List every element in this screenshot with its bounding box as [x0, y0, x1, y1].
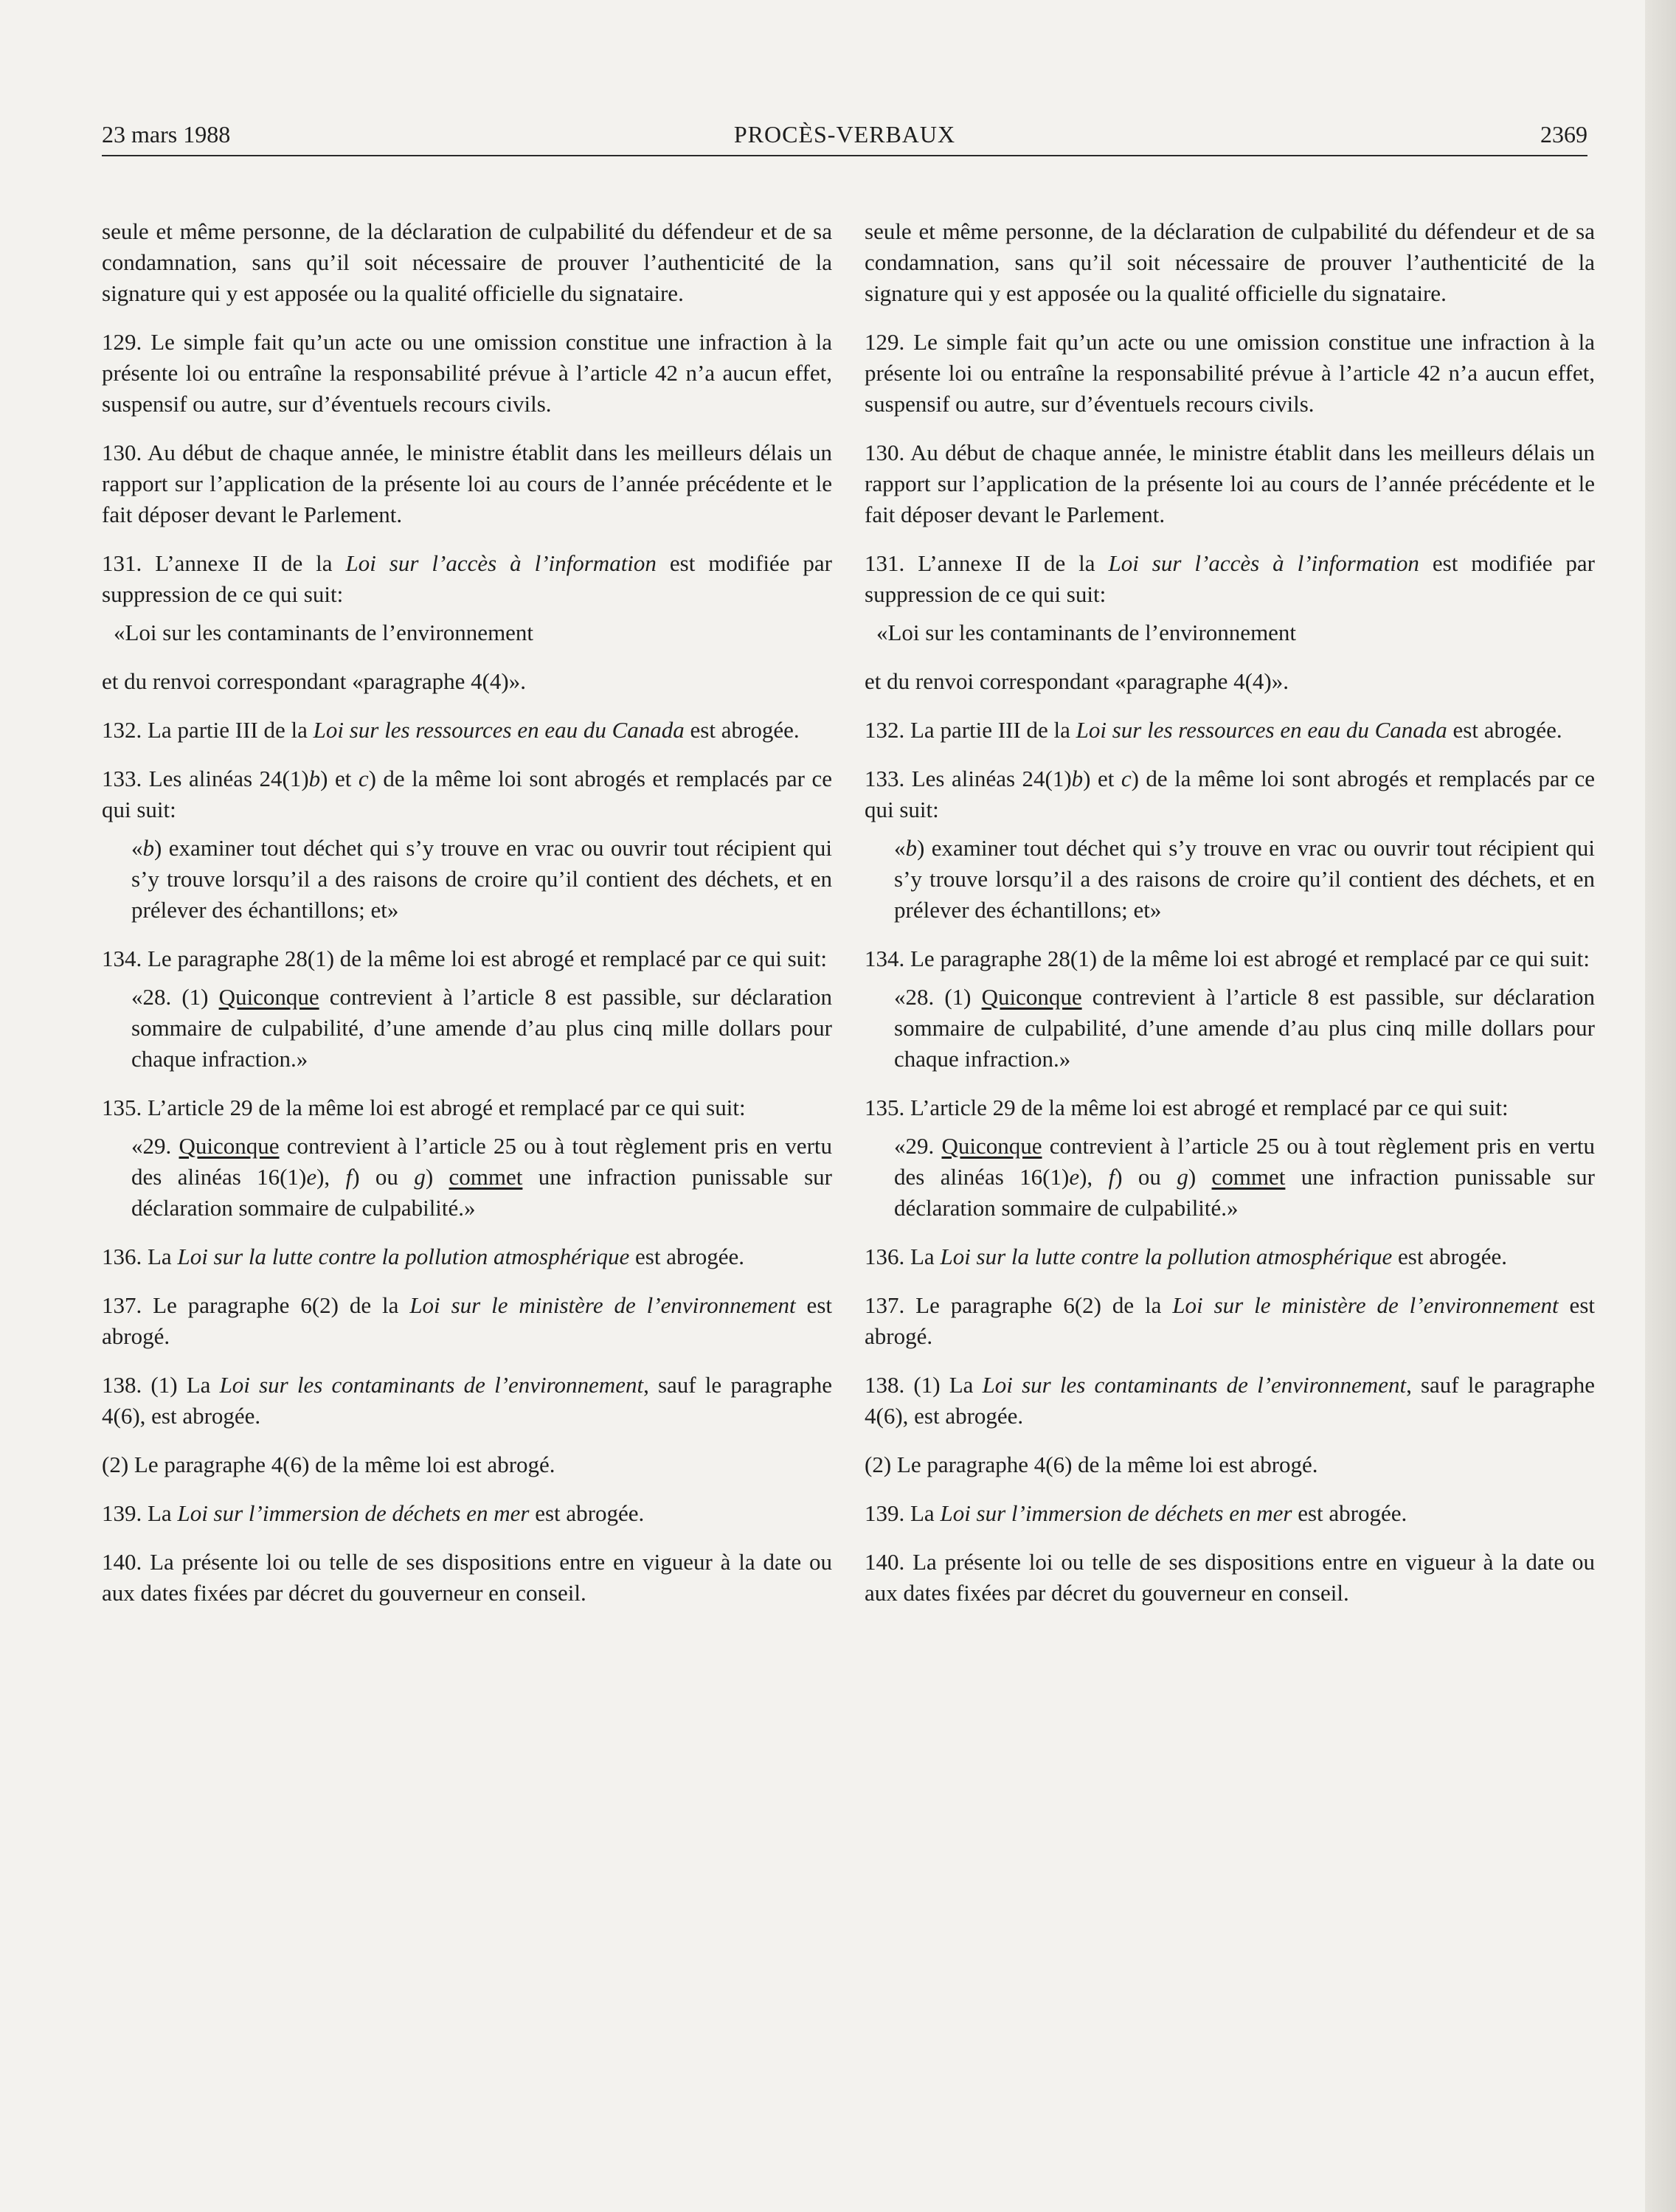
- text-run: , sauf le paragraphe 4(6), est abrogée.: [865, 1372, 1595, 1429]
- article-133: [865, 763, 1595, 825]
- text-run: ) ou: [352, 1164, 415, 1190]
- text-run: contrevient à l’article 25 ou à tout règlement pris en vertu des alinéas 16(1): [131, 1133, 833, 1190]
- article-138-1: [865, 1370, 1595, 1432]
- text-run: ) examiner tout déchet qui s’y trouve en vrac ou ouvrir tout récipient qui s’y trouve lorsqu’il a des raisons de croire qu’il contient des déchets, et en prélever des échantillons; et»: [894, 835, 1595, 923]
- text-run: Quiconque: [941, 1133, 1042, 1159]
- text-run: 138. (1) La: [865, 1372, 983, 1398]
- text-run: ) et: [320, 766, 359, 791]
- text-run: une infraction punissable sur déclaration sommaire de culpabilité.»: [131, 1164, 832, 1221]
- text-run: 132. La partie III de la: [865, 717, 1076, 743]
- text-run: commet: [449, 1164, 523, 1190]
- text-run: (2) Le paragraphe 4(6) de la même loi est abrogé.: [102, 1452, 555, 1477]
- article-134-amendment: [102, 982, 832, 1075]
- text-run: 137. Le paragraphe 6(2) de la: [865, 1292, 1173, 1318]
- text-run: 135. L’article 29 de la même loi est abrogé et remplacé par ce qui suit:: [102, 1095, 746, 1120]
- text-run: est abrogée.: [1292, 1500, 1407, 1526]
- text-run: «: [131, 835, 143, 861]
- header-page-number: 2369: [1540, 121, 1587, 148]
- text-run: c: [358, 766, 369, 791]
- paragraph-continuation: [102, 216, 832, 309]
- text-run: Loi sur les contaminants de l’environnement: [219, 1372, 644, 1398]
- text-run: g: [1177, 1164, 1188, 1190]
- article-134: [102, 943, 832, 974]
- text-run: est abrogée.: [629, 1244, 745, 1269]
- text-run: ),: [316, 1164, 346, 1190]
- article-138-2: [865, 1449, 1595, 1480]
- article-139: [865, 1498, 1595, 1529]
- text-run: 140. La présente loi ou telle de ses dispositions entre en vigueur à la date ou aux dates fixées par décret du gouverneur en conseil.: [865, 1549, 1595, 1606]
- article-137: [102, 1290, 832, 1352]
- text-run: Loi sur l’accès à l’information: [1108, 550, 1419, 576]
- text-run: est modifiée par suppression de ce qui suit:: [102, 550, 832, 607]
- text-run: 130. Au début de chaque année, le ministre établit dans les meilleurs délais un rapport sur l’application de la présente loi au cours de l’année précédente et le fait déposer devant le Parlement.: [102, 440, 832, 527]
- text-run: Loi sur le ministère de l’environnement: [1172, 1292, 1559, 1318]
- text-run: b: [1071, 766, 1084, 791]
- page-edge: [1645, 0, 1676, 2212]
- text-run: ) et: [1083, 766, 1121, 791]
- text-run: est abrogé.: [865, 1292, 1595, 1349]
- article-131: [865, 548, 1595, 610]
- article-137: [865, 1290, 1595, 1352]
- text-run: est abrogée.: [1447, 717, 1562, 743]
- text-run: Loi sur les ressources en eau du Canada: [313, 717, 685, 743]
- text-run: est modifiée par suppression de ce qui suit:: [865, 550, 1595, 607]
- text-run: b: [905, 835, 917, 861]
- text-run: «: [894, 835, 906, 861]
- header-date: 23 mars 1988: [102, 121, 231, 148]
- text-run: g: [414, 1164, 426, 1190]
- article-135-amendment: [865, 1131, 1595, 1224]
- text-run: 132. La partie III de la: [102, 717, 314, 743]
- page-header: [102, 118, 1587, 156]
- article-140: [102, 1547, 832, 1609]
- article-135: [865, 1092, 1595, 1123]
- text-run: et du renvoi correspondant «paragraphe 4(4)».: [102, 668, 526, 694]
- article-132: [865, 715, 1595, 746]
- text-run: 138. (1) La: [102, 1372, 220, 1398]
- text-run: Loi sur les contaminants de l’environnement: [982, 1372, 1407, 1398]
- text-run: contrevient à l’article 8 est passible, sur déclaration sommaire de culpabilité, d’une amende d’au plus cinq mille dollars pour chaque infraction.»: [131, 984, 833, 1072]
- text-run: est abrogé.: [102, 1292, 832, 1349]
- article-135-amendment: [102, 1131, 832, 1224]
- text-run: «29.: [894, 1133, 942, 1159]
- article-129: [102, 327, 832, 420]
- text-run: 136. La: [102, 1244, 178, 1269]
- text-run: est abrogée.: [529, 1500, 645, 1526]
- text-run: ) de la même loi sont abrogés et remplacés par ce qui suit:: [102, 766, 832, 822]
- text-run: 135. L’article 29 de la même loi est abrogé et remplacé par ce qui suit:: [865, 1095, 1509, 1120]
- text-run: «28. (1): [894, 984, 982, 1010]
- text-run: Loi sur les ressources en eau du Canada: [1076, 717, 1447, 743]
- text-run: c: [1121, 766, 1132, 791]
- article-136: [102, 1241, 832, 1272]
- text-run: 140. La présente loi ou telle de ses dispositions entre en vigueur à la date ou aux dates fixées par décret du gouverneur en conseil.: [102, 1549, 832, 1606]
- article-138-2: [102, 1449, 832, 1480]
- article-139: [102, 1498, 832, 1529]
- text-run: contrevient à l’article 25 ou à tout règlement pris en vertu des alinéas 16(1): [894, 1133, 1596, 1190]
- text-run: 139. La: [102, 1500, 178, 1526]
- text-run: 130. Au début de chaque année, le ministre établit dans les meilleurs délais un rapport sur l’application de la présente loi au cours de l’année précédente et le fait déposer devant le Parlement.: [865, 440, 1595, 527]
- text-run: Loi sur la lutte contre la pollution atmosphérique: [940, 1244, 1393, 1269]
- text-run: Quiconque: [218, 984, 319, 1010]
- text-run: seule et même personne, de la déclaration de culpabilité du défendeur et de sa condamnation, sans qu’il soit nécessaire de prouver l’authenticité de la signature qui y est apposée ou la qualité officielle du signataire.: [865, 218, 1595, 306]
- text-run: f: [345, 1164, 353, 1190]
- text-run: est abrogée.: [684, 717, 800, 743]
- article-138-1: [102, 1370, 832, 1432]
- text-run: ) de la même loi sont abrogés et remplacés par ce qui suit:: [865, 766, 1595, 822]
- article-129: [865, 327, 1595, 420]
- article-135: [102, 1092, 832, 1123]
- article-131-quote: [865, 617, 1595, 648]
- article-130: [865, 437, 1595, 530]
- text-run: «Loi sur les contaminants de l’environnement: [114, 620, 534, 645]
- text-run: b: [142, 835, 154, 861]
- text-run: «29.: [131, 1133, 179, 1159]
- text-run: e: [306, 1164, 317, 1190]
- text-run: commet: [1211, 1164, 1286, 1190]
- text-run: f: [1108, 1164, 1115, 1190]
- article-132: [102, 715, 832, 746]
- text-run: «Loi sur les contaminants de l’environnement: [876, 620, 1297, 645]
- text-run: Loi sur l’accès à l’information: [345, 550, 657, 576]
- article-134: [865, 943, 1595, 974]
- text-run: 133. Les alinéas 24(1): [102, 766, 309, 791]
- right-column: [865, 216, 1595, 1626]
- article-140: [865, 1547, 1595, 1609]
- text-run: 129. Le simple fait qu’un acte ou une omission constitue une infraction à la présente loi ou entraîne la responsabilité prévue à l’article 42 n’a aucun effet, suspensif ou autre, sur d’éventuels recours civils.: [865, 329, 1595, 417]
- text-run: Loi sur l’immersion de déchets en mer: [940, 1500, 1292, 1526]
- article-134-amendment: [865, 982, 1595, 1075]
- text-run: 134. Le paragraphe 28(1) de la même loi est abrogé et remplacé par ce qui suit:: [865, 946, 1590, 971]
- text-run: une infraction punissable sur déclaration sommaire de culpabilité.»: [894, 1164, 1595, 1221]
- text-run: ) examiner tout déchet qui s’y trouve en vrac ou ouvrir tout récipient qui s’y trouve lorsqu’il a des raisons de croire qu’il contient des déchets, et en prélever des échantillons; et»: [131, 835, 832, 923]
- text-run: 137. Le paragraphe 6(2) de la: [102, 1292, 410, 1318]
- text-run: , sauf le paragraphe 4(6), est abrogée.: [102, 1372, 832, 1429]
- text-run: b: [308, 766, 321, 791]
- text-run: e: [1069, 1164, 1080, 1190]
- text-run: et du renvoi correspondant «paragraphe 4(4)».: [865, 668, 1289, 694]
- text-run: 131. L’annexe II de la: [865, 550, 1109, 576]
- text-run: Quiconque: [179, 1133, 280, 1159]
- text-run: 139. La: [865, 1500, 941, 1526]
- text-run: (2) Le paragraphe 4(6) de la même loi est abrogé.: [865, 1452, 1318, 1477]
- text-run: contrevient à l’article 8 est passible, sur déclaration sommaire de culpabilité, d’une amende d’au plus cinq mille dollars pour chaque infraction.»: [894, 984, 1596, 1072]
- text-run: «28. (1): [131, 984, 219, 1010]
- article-131-quote: [102, 617, 832, 648]
- article-133-amendment: [102, 833, 832, 926]
- article-130: [102, 437, 832, 530]
- article-131: [102, 548, 832, 610]
- article-133: [102, 763, 832, 825]
- article-131-tail: [102, 666, 832, 697]
- article-131-tail: [865, 666, 1595, 697]
- text-run: 131. L’annexe II de la: [102, 550, 346, 576]
- text-run: Loi sur le ministère de l’environnement: [409, 1292, 796, 1318]
- paragraph-continuation: [865, 216, 1595, 309]
- text-run: ): [1188, 1164, 1212, 1190]
- text-run: ): [425, 1164, 449, 1190]
- left-column: [102, 216, 832, 1626]
- text-run: 133. Les alinéas 24(1): [865, 766, 1072, 791]
- text-run: ),: [1079, 1164, 1109, 1190]
- text-run: 134. Le paragraphe 28(1) de la même loi est abrogé et remplacé par ce qui suit:: [102, 946, 827, 971]
- text-run: Loi sur la lutte contre la pollution atmosphérique: [177, 1244, 630, 1269]
- text-run: 136. La: [865, 1244, 941, 1269]
- text-run: seule et même personne, de la déclaration de culpabilité du défendeur et de sa condamnation, sans qu’il soit nécessaire de prouver l’authenticité de la signature qui y est apposée ou la qualité officielle du signataire.: [102, 218, 832, 306]
- text-run: Quiconque: [981, 984, 1082, 1010]
- text-run: ) ou: [1115, 1164, 1177, 1190]
- text-run: 129. Le simple fait qu’un acte ou une omission constitue une infraction à la présente loi ou entraîne la responsabilité prévue à l’article 42 n’a aucun effet, suspensif ou autre, sur d’éventuels recours civils.: [102, 329, 832, 417]
- article-136: [865, 1241, 1595, 1272]
- header-title: PROCÈS-VERBAUX: [733, 121, 956, 148]
- text-run: est abrogée.: [1392, 1244, 1508, 1269]
- text-run: Loi sur l’immersion de déchets en mer: [177, 1500, 530, 1526]
- article-133-amendment: [865, 833, 1595, 926]
